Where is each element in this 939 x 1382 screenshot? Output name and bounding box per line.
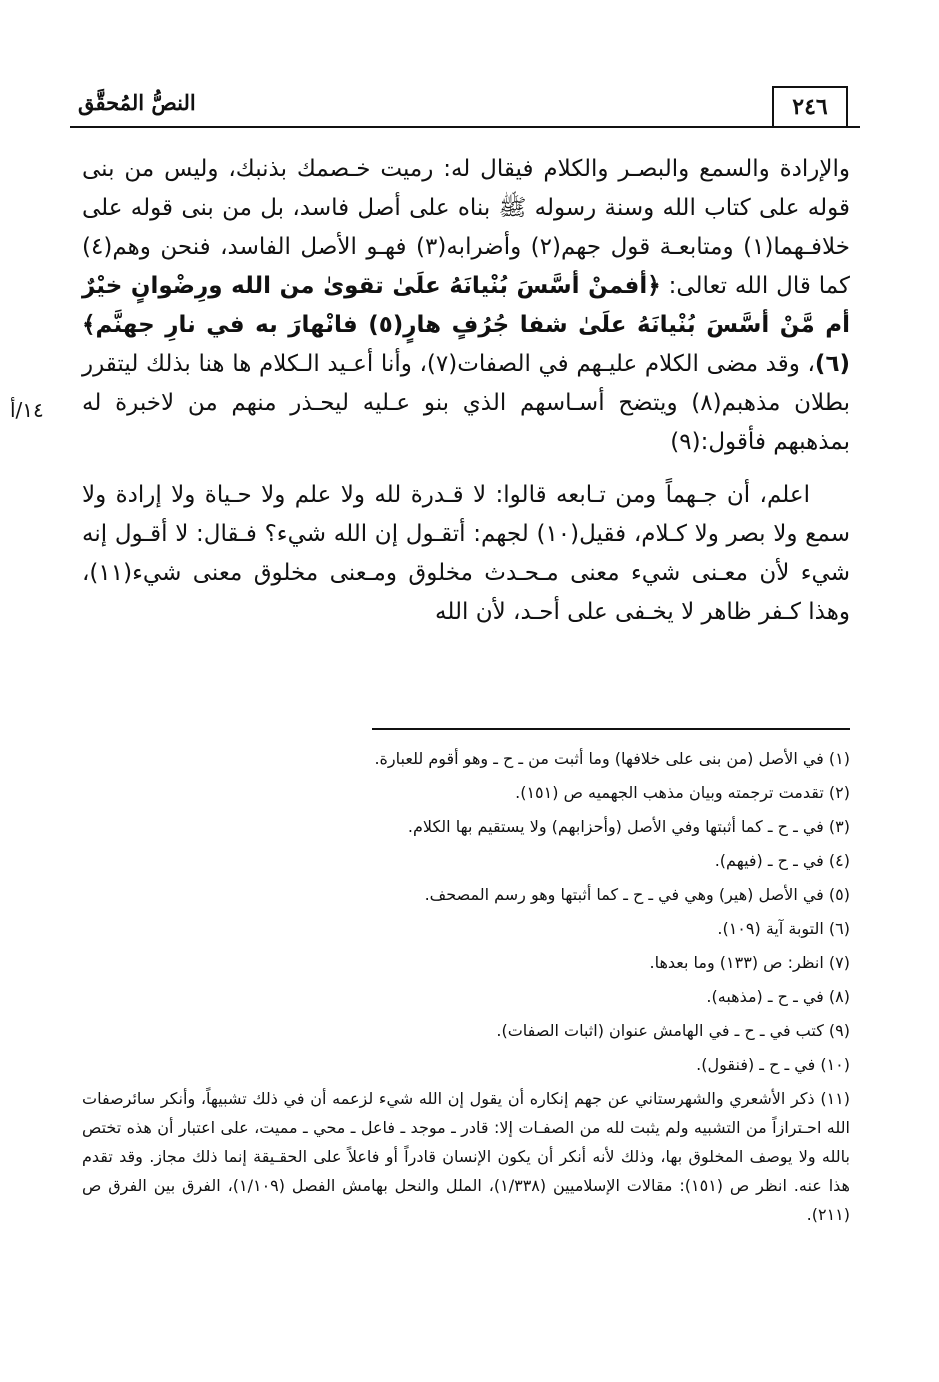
footnote-6: (٦) التوبة آية (١٠٩). — [717, 919, 850, 938]
footnote-9: (٩) كتب في ـ ح ـ في الهامش عنوان (اثبات الصفات). — [496, 1021, 850, 1040]
footnote-10: (١٠) في ـ ح ـ (فنقول). — [696, 1055, 850, 1074]
footnote-8: (٨) في ـ ح ـ (مذهبه). — [706, 987, 850, 1006]
footnote-1: (١) في الأصل (من بنى على خلافها) وما أثبت من ـ ح ـ وهو أقوم للعبارة. — [374, 749, 850, 768]
header-rule — [70, 126, 860, 128]
footnote-2: (٢) تقدمت ترجمته وبيان مذهب الجهميه ص (١٥١). — [515, 783, 850, 802]
footnote-3: (٣) في ـ ح ـ كما أثبتها وفي الأصل (وأحزابهم) ولا يستقيم بها الكلام. — [407, 817, 850, 836]
paragraph-1-continuation: ، وقد مضى الكلام عليـهم في الصفات(٧)، وأنا أعـيد الـكلام ها هنا بذلك ليتقرر بطلان مذهبم(٨) ويتضح أسـاسهم الذي بنو عـليه ليحـذر منهم من لاخبرة له بمذهبهم فأقول:(٩) — [82, 351, 851, 455]
paragraph-1-text: والإرادة والسمع والبصـر والكلام فيقال له: رميت خـصمك بذنبك، وليس من بنى قوله على كتاب الله وسنة رسوله ﷺ بناه على أصل فاسد، بل من بنى قوله على خلافـهما(١) ومتابعـة قول جهم(٢) وأضرابه(٣) فهـو الأصل الفاسد، فنحن وهم(٤) كما قال الله تعالى: — [82, 156, 850, 299]
running-title: النصُّ المُحقَّق — [78, 90, 196, 115]
page-header — [70, 82, 860, 134]
footnote-4: (٤) في ـ ح ـ (فيهم). — [714, 851, 850, 870]
footnote-separator — [372, 728, 850, 730]
main-text — [82, 150, 850, 632]
paragraph-1 — [82, 150, 850, 462]
footnote-5: (٥) في الأصل (هير) وهي في ـ ح ـ كما أثبتها وهو رسم المصحف. — [424, 885, 850, 904]
paragraph-2: اعلم، أن جـهماً ومن تـابعه قالوا: لا قـدرة لله ولا علم ولا حـياة ولا إرادة ولا سمع ولا بصر ولا كـلام، فقيل(١٠) لجهم: أتقـول إن الله شيء؟ فـقال: لا أقـول إنه شيء لأن معـنى شيء معنى مـحـدث مخلوق ومـعنى مخلوق معنى شيء(١١)، وهذا كـفر ظاهر لا يخـفى على أحـد، لأن الله — [82, 482, 850, 625]
footnote-7: (٧) انظر: ص (١٣٣) وما بعدها. — [649, 953, 850, 972]
footnotes — [82, 742, 850, 1229]
footnote-11: (١١) ذكر الأشعري والشهرستاني عن جهم إنكاره أن يقول إن الله شيء لزعمه أن في ذلك تشبيهاً، وأنكر سائرصفات الله احـترازاً من التشبيه ولم يثبت لله من الصفـات إلا: قادر ـ موجد ـ فاعل ـ محي ـ مميت، على اعتبار أن هذه تختص بالله ولا يوصف المخلوق بها، وذلك لأنه أنكر أن يكون الإنسان قادراً أو فاعلاً على الحقـيقة إنما ذلك مجاز. وقد تقدم هذا عنه. انظر ص (١٥١): مقالات الإسلاميين (١/٣٣٨)، الملل والنحل بهامش الفصل (١/١٠٩)، الفرق بين الفرق ص (٢١١). — [82, 1089, 850, 1224]
page-number: ٢٤٦ — [772, 86, 848, 128]
quran-verse: ﴿أفمنْ أسَّسَ بُنْيانَهُ علَىٰ تقوىٰ من الله ورِضْوانٍ خيْرٌ أم مَّنْ أسَّسَ بُنْيانَهُ علَىٰ شفا جُرُفٍ هارٍ(٥) فانْهارَ به في نارِ جهنَّم﴾(٦) — [82, 273, 851, 377]
manuscript-folio-note: ١٤/أ — [10, 398, 44, 422]
